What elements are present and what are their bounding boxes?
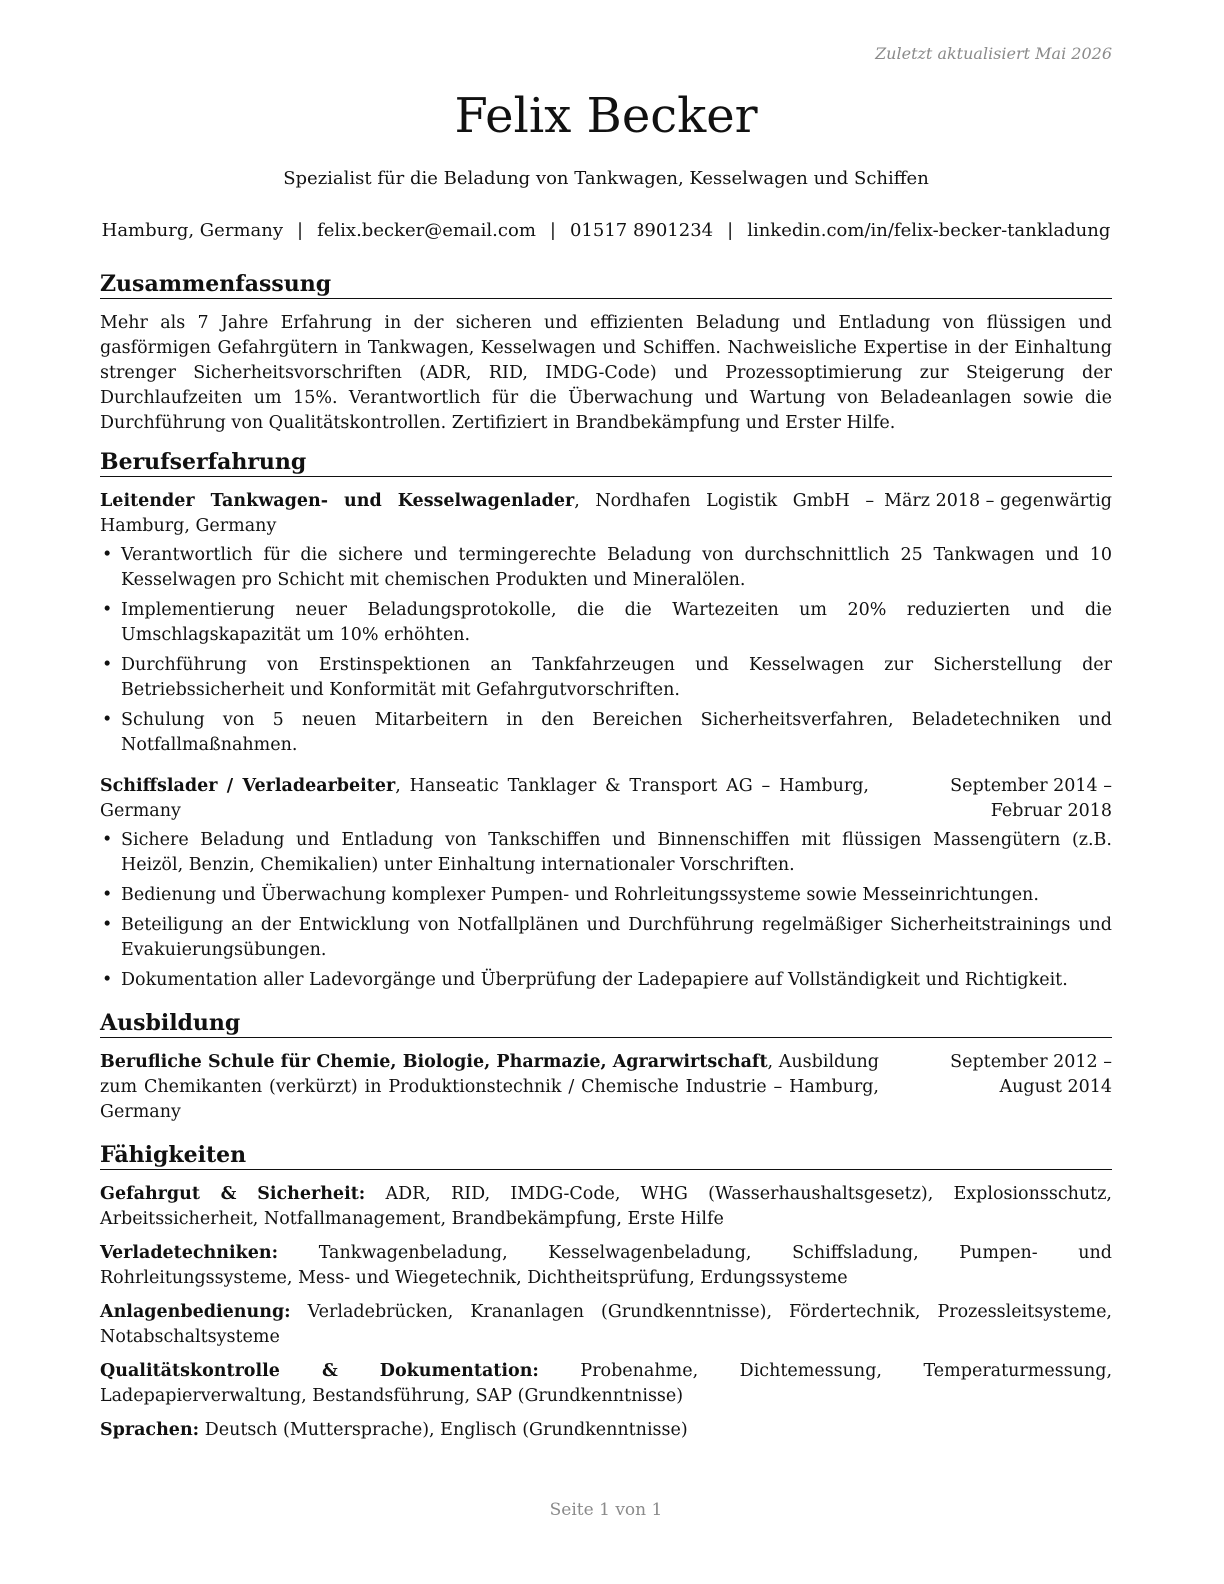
resume-page [100,0,1112,1584]
section-title-experience: Berufserfahrung [100,448,1112,477]
list-item: • Dokumentation aller Ladevorgänge und Überprüfung der Ladepapiere auf Vollständigkeit und Richtigkeit. [100,968,1112,993]
contact-separator: | [297,220,304,241]
job-header [100,489,1112,539]
section-title-skills: Fähigkeiten [100,1141,1112,1170]
skill-label: Verladetechniken: [100,1243,279,1263]
contact-separator: | [549,220,556,241]
job-entry [100,489,1112,758]
skills-section [100,1141,1112,1443]
contact-separator: | [727,220,734,241]
job-header [100,774,1112,824]
contact-line [100,219,1112,243]
section-title-education: Ausbildung [100,1009,1112,1038]
skill-text: ADR, RID, IMDG-Code, WHG (Wasserhaushaltsgesetz), Explosionsschutz, Arbeitssicherheit, Notfallmanagement, Brandbekämpfung, Erste Hilfe [100,1184,1112,1229]
skill-label: Gefahrgut & Sicherheit: [100,1184,366,1204]
education-section [100,1009,1112,1125]
education-entry [100,1050,1112,1125]
contact-phone[interactable]: 01517 8901234 [569,220,714,241]
job-role: Leitender Tankwagen- und Kesselwagenlader [100,491,575,511]
person-name: Felix Becker [454,88,758,144]
summary-text: Mehr als 7 Jahre Erfahrung in der sicheren und effizienten Beladung und Entladung von flüssigen und gasförmigen Gefahrgütern in Tankwagen, Kesselwagen und Schiffen. Nachweisliche Expertise in der Einhaltung strenger Sicherheitsvorschriften (ADR, RID, IMDG-Code) und Prozessoptimierung zur Steigerung der Durchlaufzeiten um 15%. Verantwortlich für die Überwachung und Wartung von Beladeanlagen sowie die Durchführung von Qualitätskontrollen. Zertifiziert in Brandbekämpfung und Erster Hilfe. [100,313,1112,433]
job-entry [100,774,1112,993]
education-line [100,1050,879,1125]
resume-content [100,270,1112,1455]
list-item: • Bedienung und Überwachung komplexer Pumpen- und Rohrleitungssysteme sowie Messeinrichtungen. [100,883,1112,908]
skill-item [100,1418,1112,1443]
section-title-summary: Zusammenfassung [100,270,1112,299]
contact-linkedin[interactable]: linkedin.com/in/felix-becker-tankladung [747,220,1111,241]
skill-label: Sprachen: [100,1420,200,1440]
skill-item [100,1359,1112,1409]
list-item: • Beteiligung an der Entwicklung von Notfallplänen und Durchführung regelmäßiger Sicherheitstrainings und Evakuierungsübungen. [100,913,1112,963]
skill-text: Probenahme, Dichtemessung, Temperaturmessung, Ladepapierverwaltung, Bestandsführung, SAP (Grundkenntnisse) [100,1361,1113,1406]
skill-label: Anlagenbedienung: [100,1302,291,1322]
skill-text: Deutsch (Muttersprache), Englisch (Grundkenntnisse) [199,1420,688,1440]
list-item: • Schulung von 5 neuen Mitarbeitern in den Bereichen Sicherheitsverfahren, Beladetechniken und Notfallmaßnahmen. [100,708,1112,758]
contact-email[interactable]: felix.becker@email.com [317,220,536,241]
list-item: • Implementierung neuer Beladungsprotokolle, die die Wartezeiten um 20% reduzierten und die Umschlagskapazität um 10% erhöhten. [100,598,1112,648]
page-number: Seite 1 von 1 [549,1500,663,1520]
job-company: , Hanseatic Tanklager & Transport AG – Hamburg, Germany [100,776,869,821]
experience-section [100,448,1112,993]
skill-text: Tankwagenbeladung, Kesselwagenbeladung, Schiffsladung, Pumpen- und Rohrleitungssysteme, Mess- und Wiegetechnik, Dichtheitsprüfung, Erdungssysteme [100,1243,1112,1288]
list-item: • Sichere Beladung und Entladung von Tankschiffen und Binnenschiffen mit flüssigen Massengütern (z.B. Heizöl, Benzin, Chemikalien) unter Einhaltung internationaler Vorschriften. [100,828,1112,878]
skill-item [100,1300,1112,1350]
job-bullets [100,543,1112,758]
education-detail: , Ausbildung zum Chemikanten (verkürzt) in Produktionstechnik / Chemische Industrie – Hamburg, Germany [100,1052,879,1122]
headline: Spezialist für die Beladung von Tankwagen, Kesselwagen und Schiffen [283,168,929,189]
job-bullets [100,828,1112,993]
skill-item [100,1182,1112,1232]
skill-text: Verladebrücken, Krananlagen (Grundkenntnisse), Fördertechnik, Prozessleitsysteme, Notabschaltsysteme [100,1302,1112,1347]
job-dates: März 2018 – gegenwärtig [884,491,1112,511]
job-dates: September 2014 – Februar 2018 [950,776,1112,821]
list-item: • Durchführung von Erstinspektionen an Tankfahrzeugen und Kesselwagen zur Sicherstellung der Betriebssicherheit und Konformität mit Gefahrgutvorschriften. [100,653,1112,703]
job-title-line [100,489,874,539]
skill-item [100,1241,1112,1291]
education-school: Berufliche Schule für Chemie, Biologie, Pharmazie, Agrarwirtschaft [100,1052,768,1072]
job-title-line [100,774,869,824]
contact-location: Hamburg, Germany [101,220,284,241]
summary-section [100,270,1112,436]
education-dates: September 2012 – August 2014 [950,1052,1112,1097]
skill-label: Qualitätskontrolle & Dokumentation: [100,1361,539,1381]
job-company: , Nordhafen Logistik GmbH – Hamburg, Germany [100,491,875,536]
last-updated: Zuletzt aktualisiert Mai 2026 [875,44,1112,63]
job-role: Schiffslader / Verladearbeiter [100,776,396,796]
list-item: • Verantwortlich für die sichere und termingerechte Beladung von durchschnittlich 25 Tankwagen und 10 Kesselwagen pro Schicht mit chemischen Produkten und Mineralölen. [100,543,1112,593]
